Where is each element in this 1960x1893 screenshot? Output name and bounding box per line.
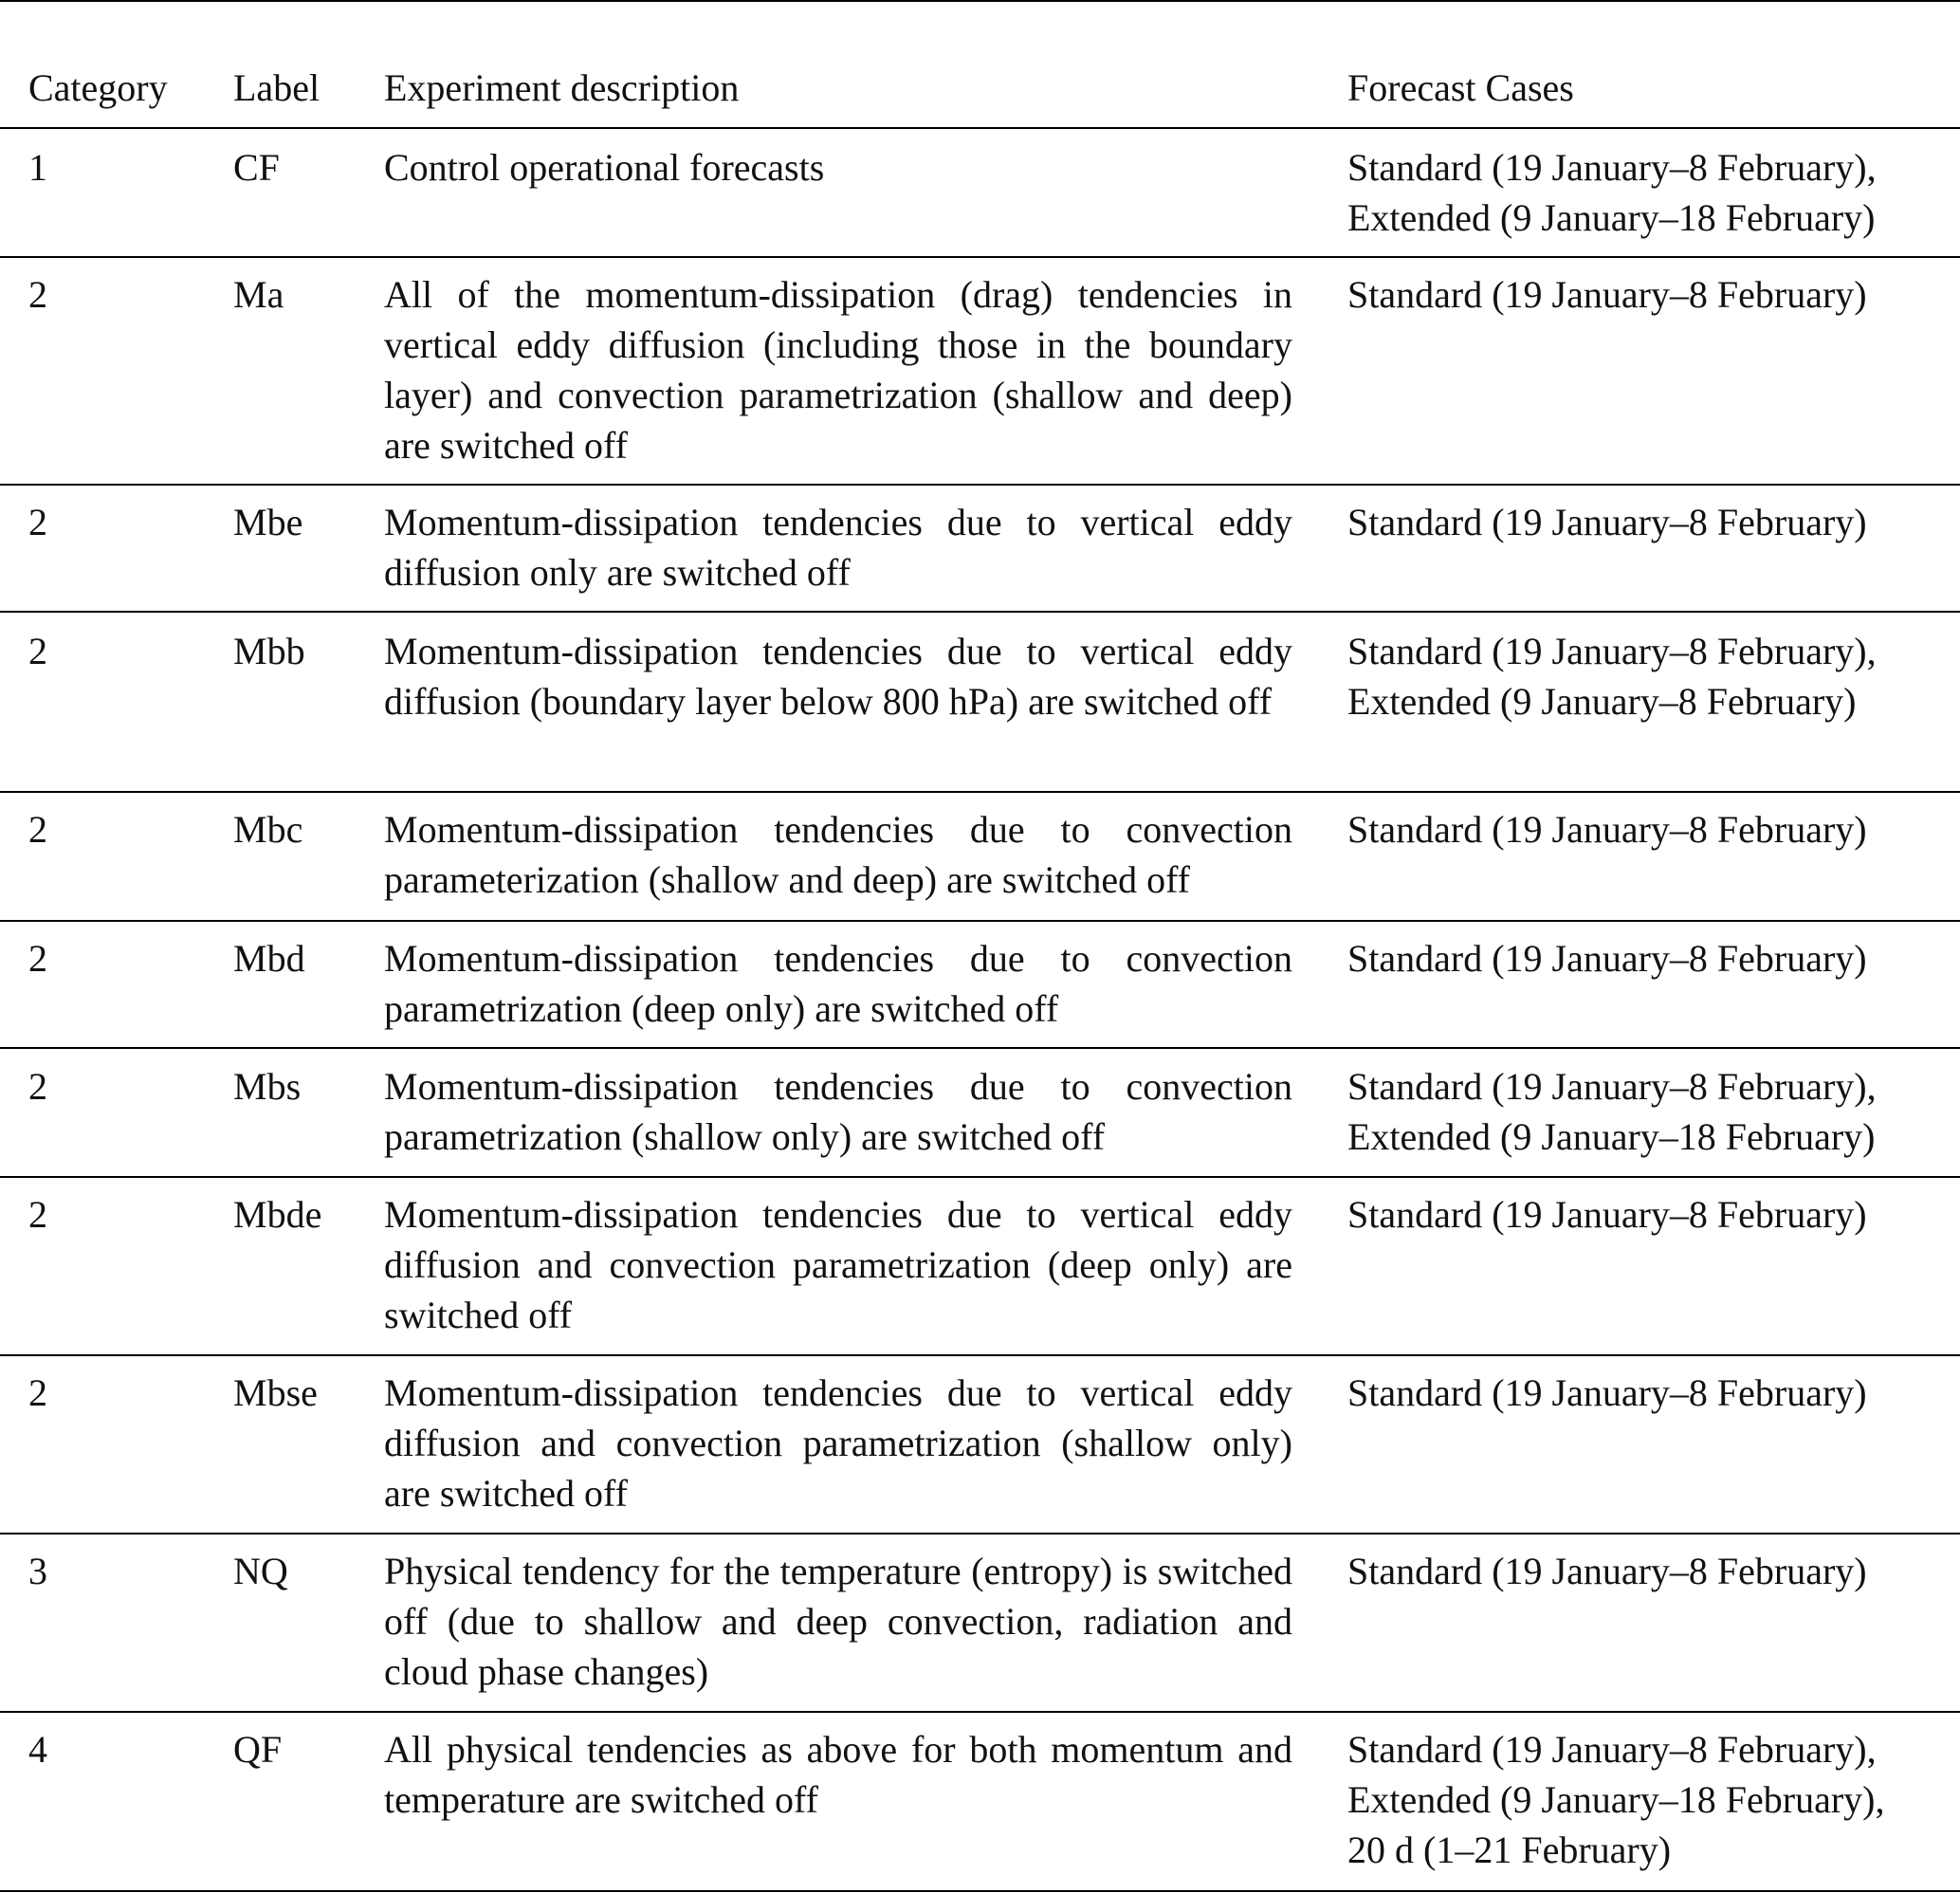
row-description: Momentum-dissipation tendencies due to convection parametrization (shallow only) are switched off bbox=[384, 1065, 1292, 1158]
row-description: Momentum-dissipation tendencies due to vertical eddy diffusion only are switched off bbox=[384, 501, 1292, 594]
row-description: Control operational forecasts bbox=[384, 146, 825, 189]
header-rule bbox=[0, 127, 1960, 129]
row-label: Mbs bbox=[233, 1065, 302, 1108]
row-label: Mbc bbox=[233, 808, 303, 851]
row-category: 3 bbox=[28, 1550, 47, 1592]
row-divider bbox=[0, 920, 1960, 922]
header-forecast-cases: Forecast Cases bbox=[1347, 66, 1574, 109]
row-forecast-cases: Standard (19 January–8 February) bbox=[1347, 1193, 1867, 1236]
row-category: 4 bbox=[28, 1728, 47, 1771]
row-description: Momentum-dissipation tendencies due to vertical eddy diffusion and convection parametrization (deep only) are switched off bbox=[384, 1193, 1292, 1336]
row-label: CF bbox=[233, 146, 280, 189]
row-category: 2 bbox=[28, 1193, 47, 1236]
row-category: 2 bbox=[28, 630, 47, 672]
row-category: 2 bbox=[28, 273, 47, 316]
row-forecast-cases: Standard (19 January–8 February) bbox=[1347, 1550, 1867, 1592]
row-label: Mbd bbox=[233, 937, 305, 980]
row-forecast-cases: Standard (19 January–8 February), Extended (9 January–18 February) bbox=[1347, 1065, 1877, 1158]
row-forecast-cases: Standard (19 January–8 February), Extended (9 January–18 February) bbox=[1347, 146, 1877, 239]
header-label: Label bbox=[233, 66, 321, 109]
row-category: 1 bbox=[28, 146, 47, 189]
row-label: Ma bbox=[233, 273, 284, 316]
row-label: Mbde bbox=[233, 1193, 322, 1236]
row-forecast-cases: Standard (19 January–8 February) bbox=[1347, 501, 1867, 543]
row-label: Mbse bbox=[233, 1371, 318, 1414]
row-description: Momentum-dissipation tendencies due to vertical eddy diffusion and convection parametrization (shallow only) are switched off bbox=[384, 1371, 1292, 1515]
header-description: Experiment description bbox=[384, 66, 740, 109]
row-divider bbox=[0, 484, 1960, 486]
row-forecast-cases: Standard (19 January–8 February), Extended (9 January–18 February), 20 d (1–21 February) bbox=[1347, 1728, 1885, 1871]
row-description: Momentum-dissipation tendencies due to convection parameterization (shallow and deep) are switched off bbox=[384, 808, 1292, 901]
row-forecast-cases: Standard (19 January–8 February) bbox=[1347, 273, 1867, 316]
row-description: All physical tendencies as above for both momentum and temperature are switched off bbox=[384, 1728, 1292, 1821]
row-divider bbox=[0, 1711, 1960, 1713]
row-forecast-cases: Standard (19 January–8 February) bbox=[1347, 1371, 1867, 1414]
row-description: All of the momentum-dissipation (drag) tendencies in vertical eddy diffusion (including those in the boundary layer) and convection parametrization (shallow and deep) are switched off bbox=[384, 273, 1292, 467]
row-category: 2 bbox=[28, 501, 47, 543]
row-divider bbox=[0, 1354, 1960, 1356]
row-description: Momentum-dissipation tendencies due to convection parametrization (deep only) are switched off bbox=[384, 937, 1292, 1030]
row-divider bbox=[0, 791, 1960, 793]
row-forecast-cases: Standard (19 January–8 February) bbox=[1347, 808, 1867, 851]
row-forecast-cases: Standard (19 January–8 February) bbox=[1347, 937, 1867, 980]
table-top-rule bbox=[0, 0, 1960, 2]
row-category: 2 bbox=[28, 937, 47, 980]
row-category: 2 bbox=[28, 808, 47, 851]
row-divider bbox=[0, 1533, 1960, 1535]
row-category: 2 bbox=[28, 1371, 47, 1414]
row-category: 2 bbox=[28, 1065, 47, 1108]
row-divider bbox=[0, 1176, 1960, 1178]
row-label: Mbb bbox=[233, 630, 305, 672]
row-divider bbox=[0, 256, 1960, 258]
row-label: QF bbox=[233, 1728, 283, 1771]
row-label: Mbe bbox=[233, 501, 303, 543]
header-category: Category bbox=[28, 66, 168, 109]
row-forecast-cases: Standard (19 January–8 February), Extended (9 January–8 February) bbox=[1347, 630, 1877, 723]
row-description: Momentum-dissipation tendencies due to vertical eddy diffusion (boundary layer below 800 hPa) are switched off bbox=[384, 630, 1292, 723]
row-description: Physical tendency for the temperature (entropy) is switched off (due to shallow and deep convection, radiation and cloud phase changes) bbox=[384, 1550, 1292, 1693]
table-bottom-rule bbox=[0, 1890, 1960, 1892]
row-divider bbox=[0, 1047, 1960, 1049]
row-divider bbox=[0, 611, 1960, 613]
row-label: NQ bbox=[233, 1550, 288, 1592]
